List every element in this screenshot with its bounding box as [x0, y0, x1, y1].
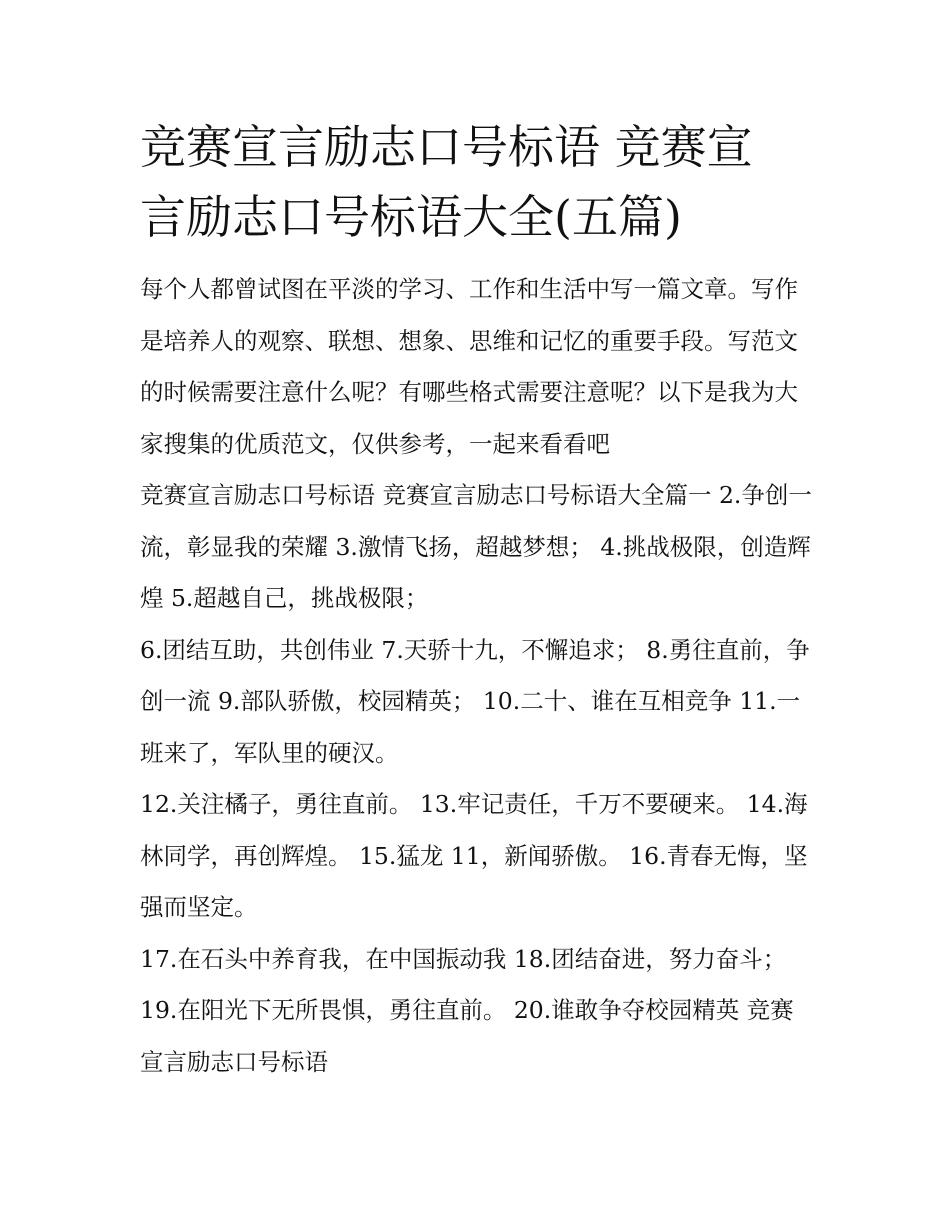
slogan-paragraph-1: 竞赛宣言励志口号标语 竞赛宣言励志口号标语大全篇一 2.争创一流，彰显我的荣耀 3.激情飞扬，超越梦想； 4.挑战极限，创造辉煌 5.超越自己，挑战极限； — [140, 481, 812, 612]
title-line-1: 竞赛宣言励志口号标语 竞赛宣 — [140, 120, 753, 174]
intro-paragraph: 每个人都曾试图在平淡的学习、工作和生活中写一篇文章。写作是培养人的观察、联想、想象、思维和记忆的重要手段。写范文的时候需要注意什么呢？有哪些格式需要注意呢？以下是我为大家搜集的优质范文，仅供参考，一起来看看吧 — [140, 275, 798, 458]
slogan-paragraph-4: 17.在石头中养育我，在中国振动我 18.团结奋进，努力奋斗；19.在阳光下无所畏惧，勇往直前。 20.谁敢争夺校园精英 竞赛宣言励志口号标语 — [140, 944, 794, 1076]
document-title — [140, 112, 812, 252]
title-line-2: 言励志口号标语大全(五篇) — [140, 190, 682, 244]
slogan-paragraph-3: 12.关注橘子，勇往直前。 13.牢记责任，千万不要硬来。 14.海林同学，再创辉煌。 15.猛龙 11，新闻骄傲。 16.青春无悔，坚强而坚定。 — [140, 790, 808, 921]
slogan-paragraph-2: 6.团结互助，共创伟业 7.天骄十九，不懈追求； 8.勇往直前，争创一流 9.部队骄傲，校园精英； 10.二十、谁在互相竞争 11.一班来了，军队里的硬汉。 — [140, 635, 810, 767]
document-page — [140, 112, 812, 1088]
